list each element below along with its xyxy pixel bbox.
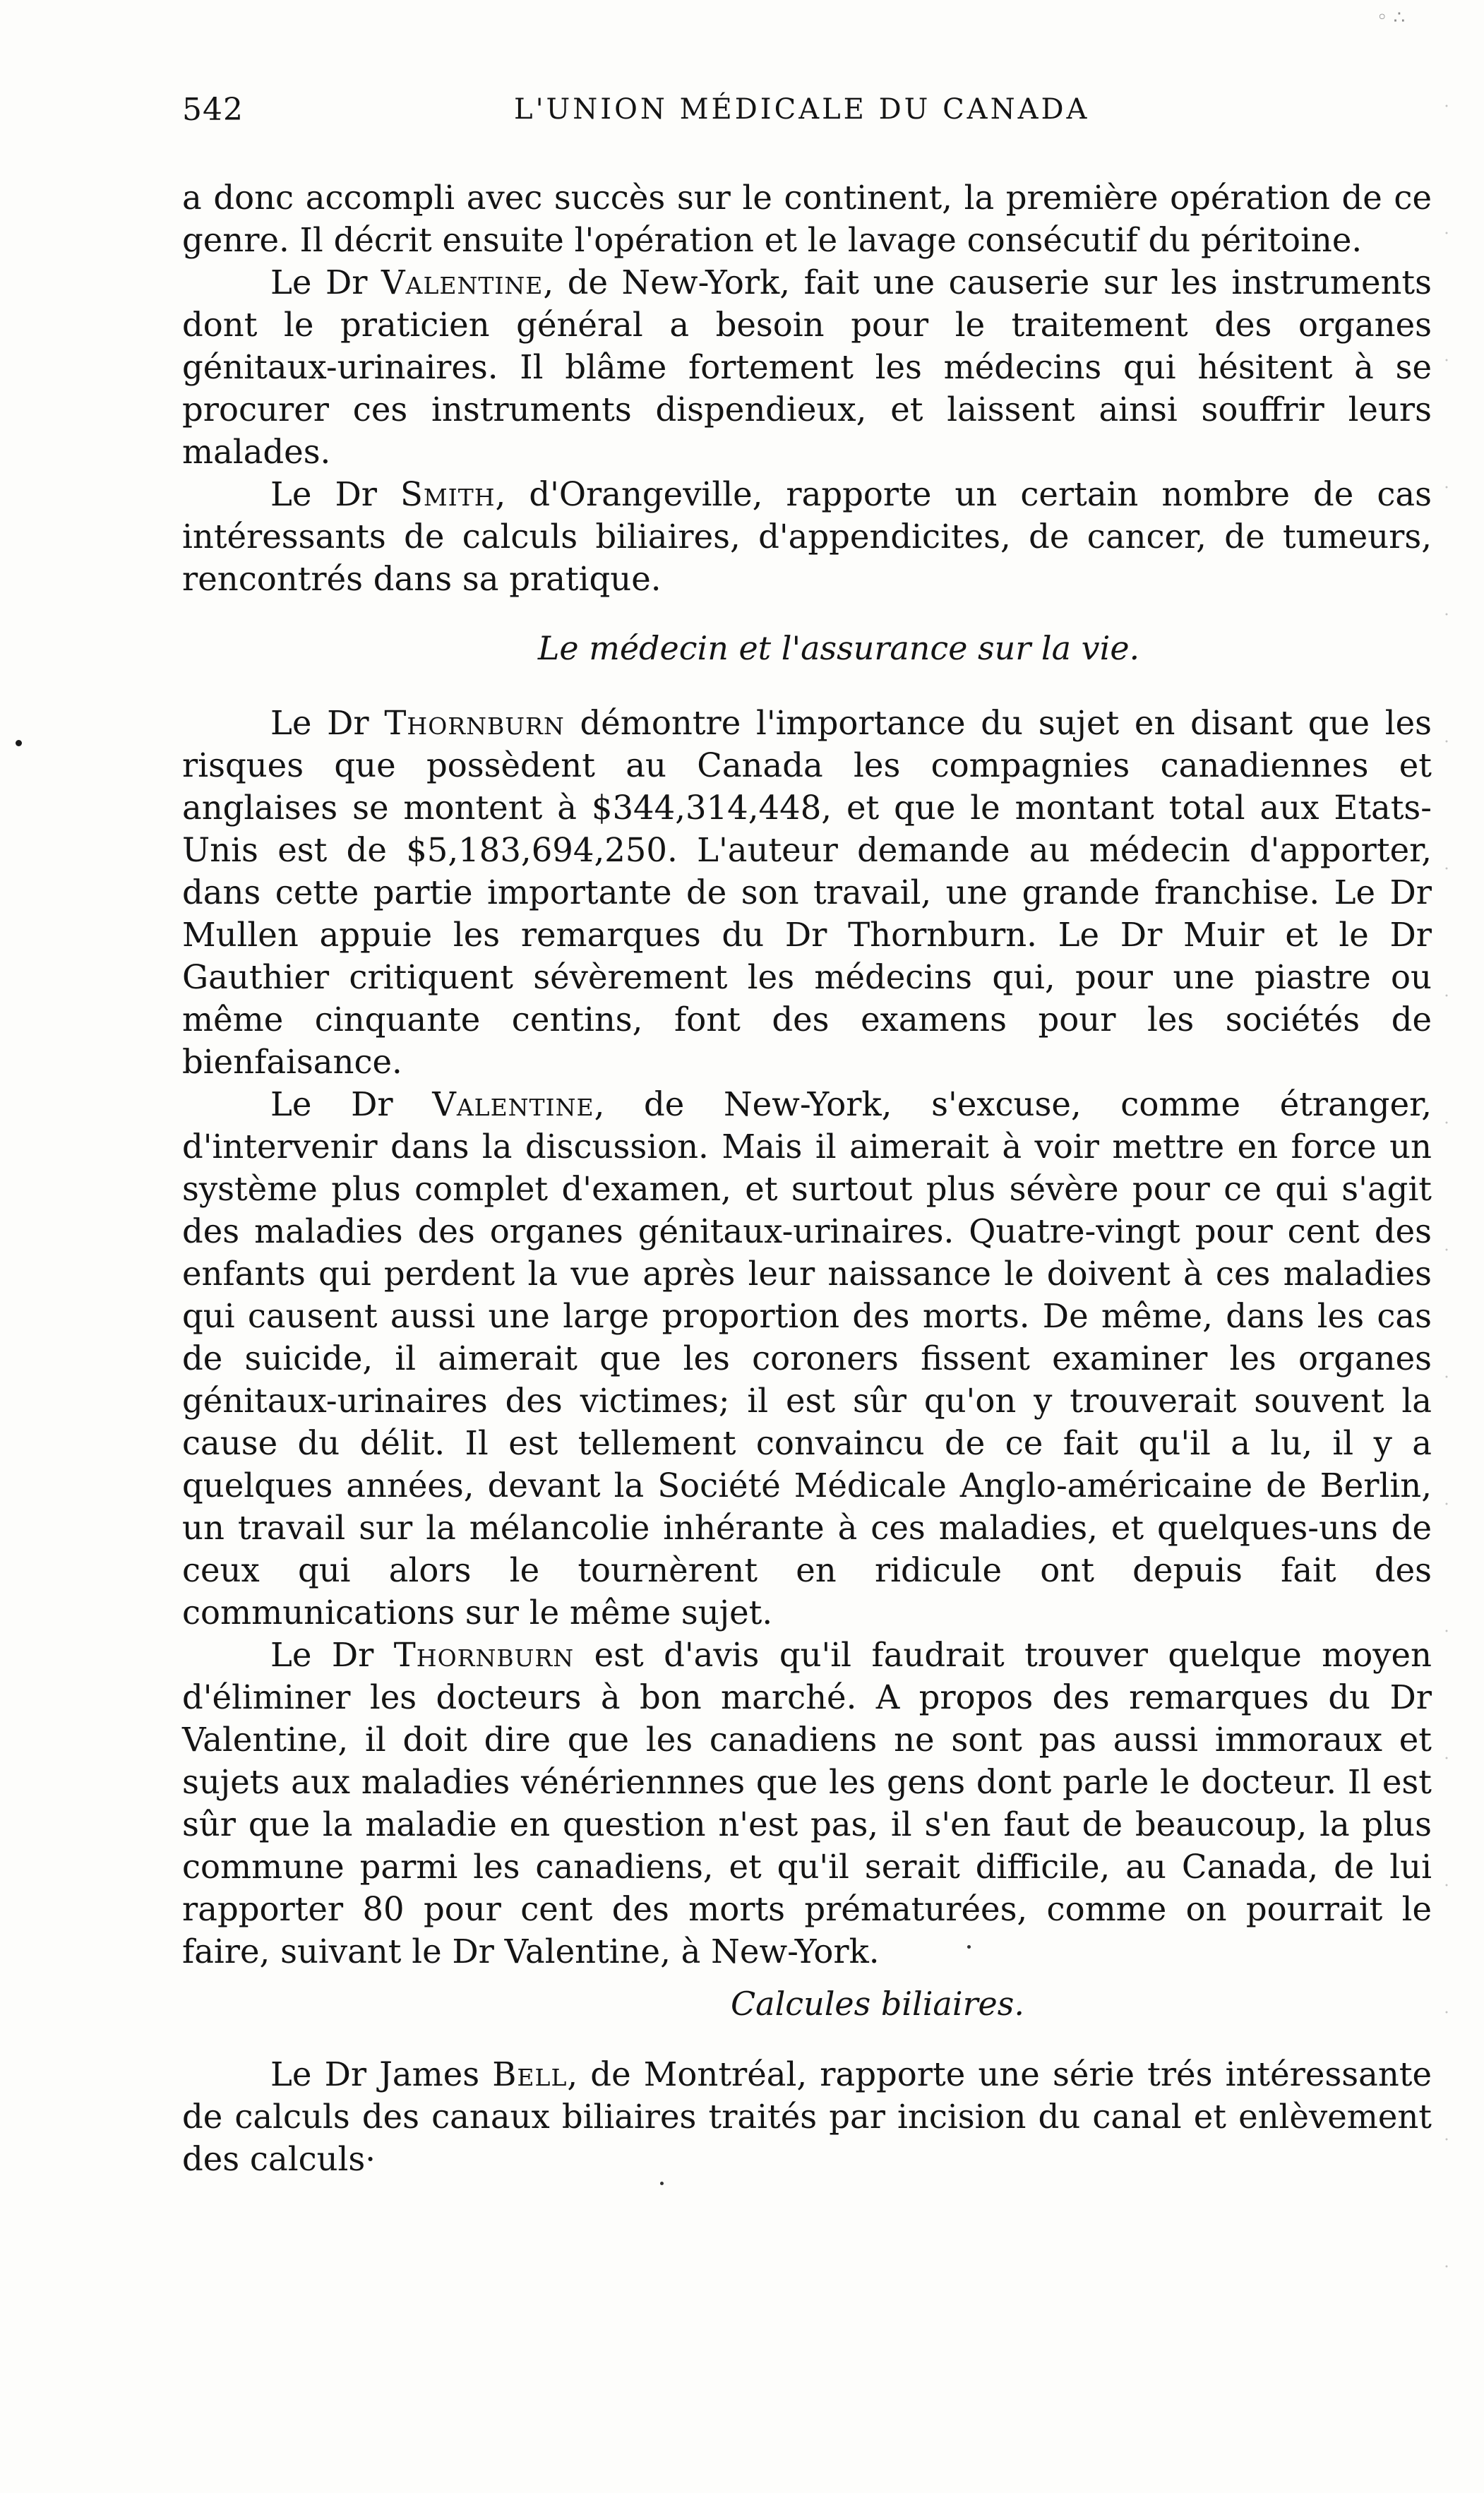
paragraph (182, 1634, 1432, 1973)
paragraph-text: est d'avis qu'il faudrait trouver quelque moyen d'éliminer les docteurs à bon marché. A propos des remarques du Dr Valentine, il doit dire que les canadiens ne sont pas aussi immoraux et sujets aux maladies vénériennnes que les gens dont parle le docteur. Il est sûr que la maladie en question n'est pas, il s'en faut de beaucoup, la plus commune parmi les canadiens, et qu'il serait difficile, au Canada, de lui rapporter 80 pour cent des morts prématurées, comme on pourrait le faire, suivant le Dr Valentine, à New-York. (182, 1636, 1432, 1971)
speaker-name: Smith (400, 475, 496, 513)
speaker-name: Valentine (432, 1085, 594, 1123)
body-text (182, 177, 1432, 2180)
paragraph-lead: Le Dr (270, 263, 382, 301)
margin-dot (16, 740, 22, 746)
paragraph (182, 702, 1432, 1083)
paragraph-text: , de New-York, fait une causerie sur les instruments dont le praticien général a besoin pour le traitement des organes génitaux-urinaires. Il blâme fortement les médecins qui hésitent à se procurer ces instruments dispendieux, et laissent ainsi souffrir leurs malades. (182, 263, 1432, 471)
stray-speck (660, 2182, 664, 2185)
paragraph-lead: Le Dr (270, 704, 385, 742)
speaker-name: Bell (492, 2055, 568, 2093)
paragraph-lead: Le Dr (270, 475, 401, 513)
paragraph: a donc accompli avec succès sur le continent, la première opération de ce genre. Il décrit ensuite l'opération et le lavage consécutif du péritoine. (182, 179, 1432, 259)
paragraph (182, 1083, 1432, 1634)
paragraph (182, 2053, 1432, 2180)
paragraph (182, 261, 1432, 473)
paragraph-text: , de New-York, s'excuse, comme étranger, d'intervenir dans la discussion. Mais il aimerait à voir mettre en force un système plus complet d'examen, et surtout plus sévère pour ce qui s'agit des maladies des organes génitaux-urinaires. Quatre-vingt pour cent des enfants qui perdent la vue après leur naissance le doivent à ces maladies qui causent aussi une large proportion des morts. De même, dans les cas de suicide, il aimerait que les coroners fissent examiner les organes génitaux-urinaires des victimes; il est sûr qu'on y trouverait souvent la cause du délit. Il est tellement convaincu de ce fait qu'il a lu, il y a quelques années, devant la Société Médicale Anglo-américaine de Berlin, un travail sur la mélancolie inhérante à ces maladies, et quelques-uns de ceux qui alors le tournèrent en ridicule ont depuis fait des communications sur le même sujet. (182, 1085, 1432, 1632)
section-heading: Calcules biliaires. (730, 1985, 1025, 2023)
paragraph-text: , d'Orangeville, rapporte un certain nombre de cas intéressants de calculs biliaires, d'appendicites, de cancer, de tumeurs, rencontrés dans sa pratique. (182, 475, 1432, 598)
paragraph-lead: Le Dr James (270, 2055, 493, 2093)
speaker-name: Thornburn (384, 704, 565, 742)
paragraph-text: démontre l'importance du sujet en disant que les risques que possèdent au Canada les compagnies canadiennes et anglaises se montent à $344,314,448, et que le montant total aux Etats-Unis est de $5,183,694,250. L'auteur demande au médecin d'apporter, dans cette partie importante de son travail, une grande franchise. Le Dr Mullen appuie les remarques du Dr Thornburn. Le Dr Muir et le Dr Gauthier critiquent sévèrement les médecins qui, pour une piastre ou même cinquante centins, font des examens pour les sociétés de bienfaisance. (182, 704, 1432, 1081)
speaker-name: Thornburn (393, 1636, 575, 1674)
paragraph (182, 473, 1432, 600)
edge-scan-specks (1436, 42, 1457, 2302)
paragraph-text: , de Montréal, rapporte une série trés intéressante de calculs des canaux biliaires traités par incision du canal et enlèvement des calculs· (182, 2055, 1432, 2178)
speaker-name: Valentine (381, 263, 544, 301)
paragraph-lead: Le Dr (270, 1636, 394, 1674)
section-heading: Le médecin et l'assurance sur la vie. (537, 629, 1140, 667)
page-header (182, 92, 1411, 141)
paragraph-lead: Le Dr (270, 1085, 433, 1123)
page-number: 542 (182, 92, 244, 128)
running-head: L'UNION MÉDICALE DU CANADA (514, 93, 1090, 126)
corner-scan-mark: ◦ ∴ (1377, 7, 1406, 28)
